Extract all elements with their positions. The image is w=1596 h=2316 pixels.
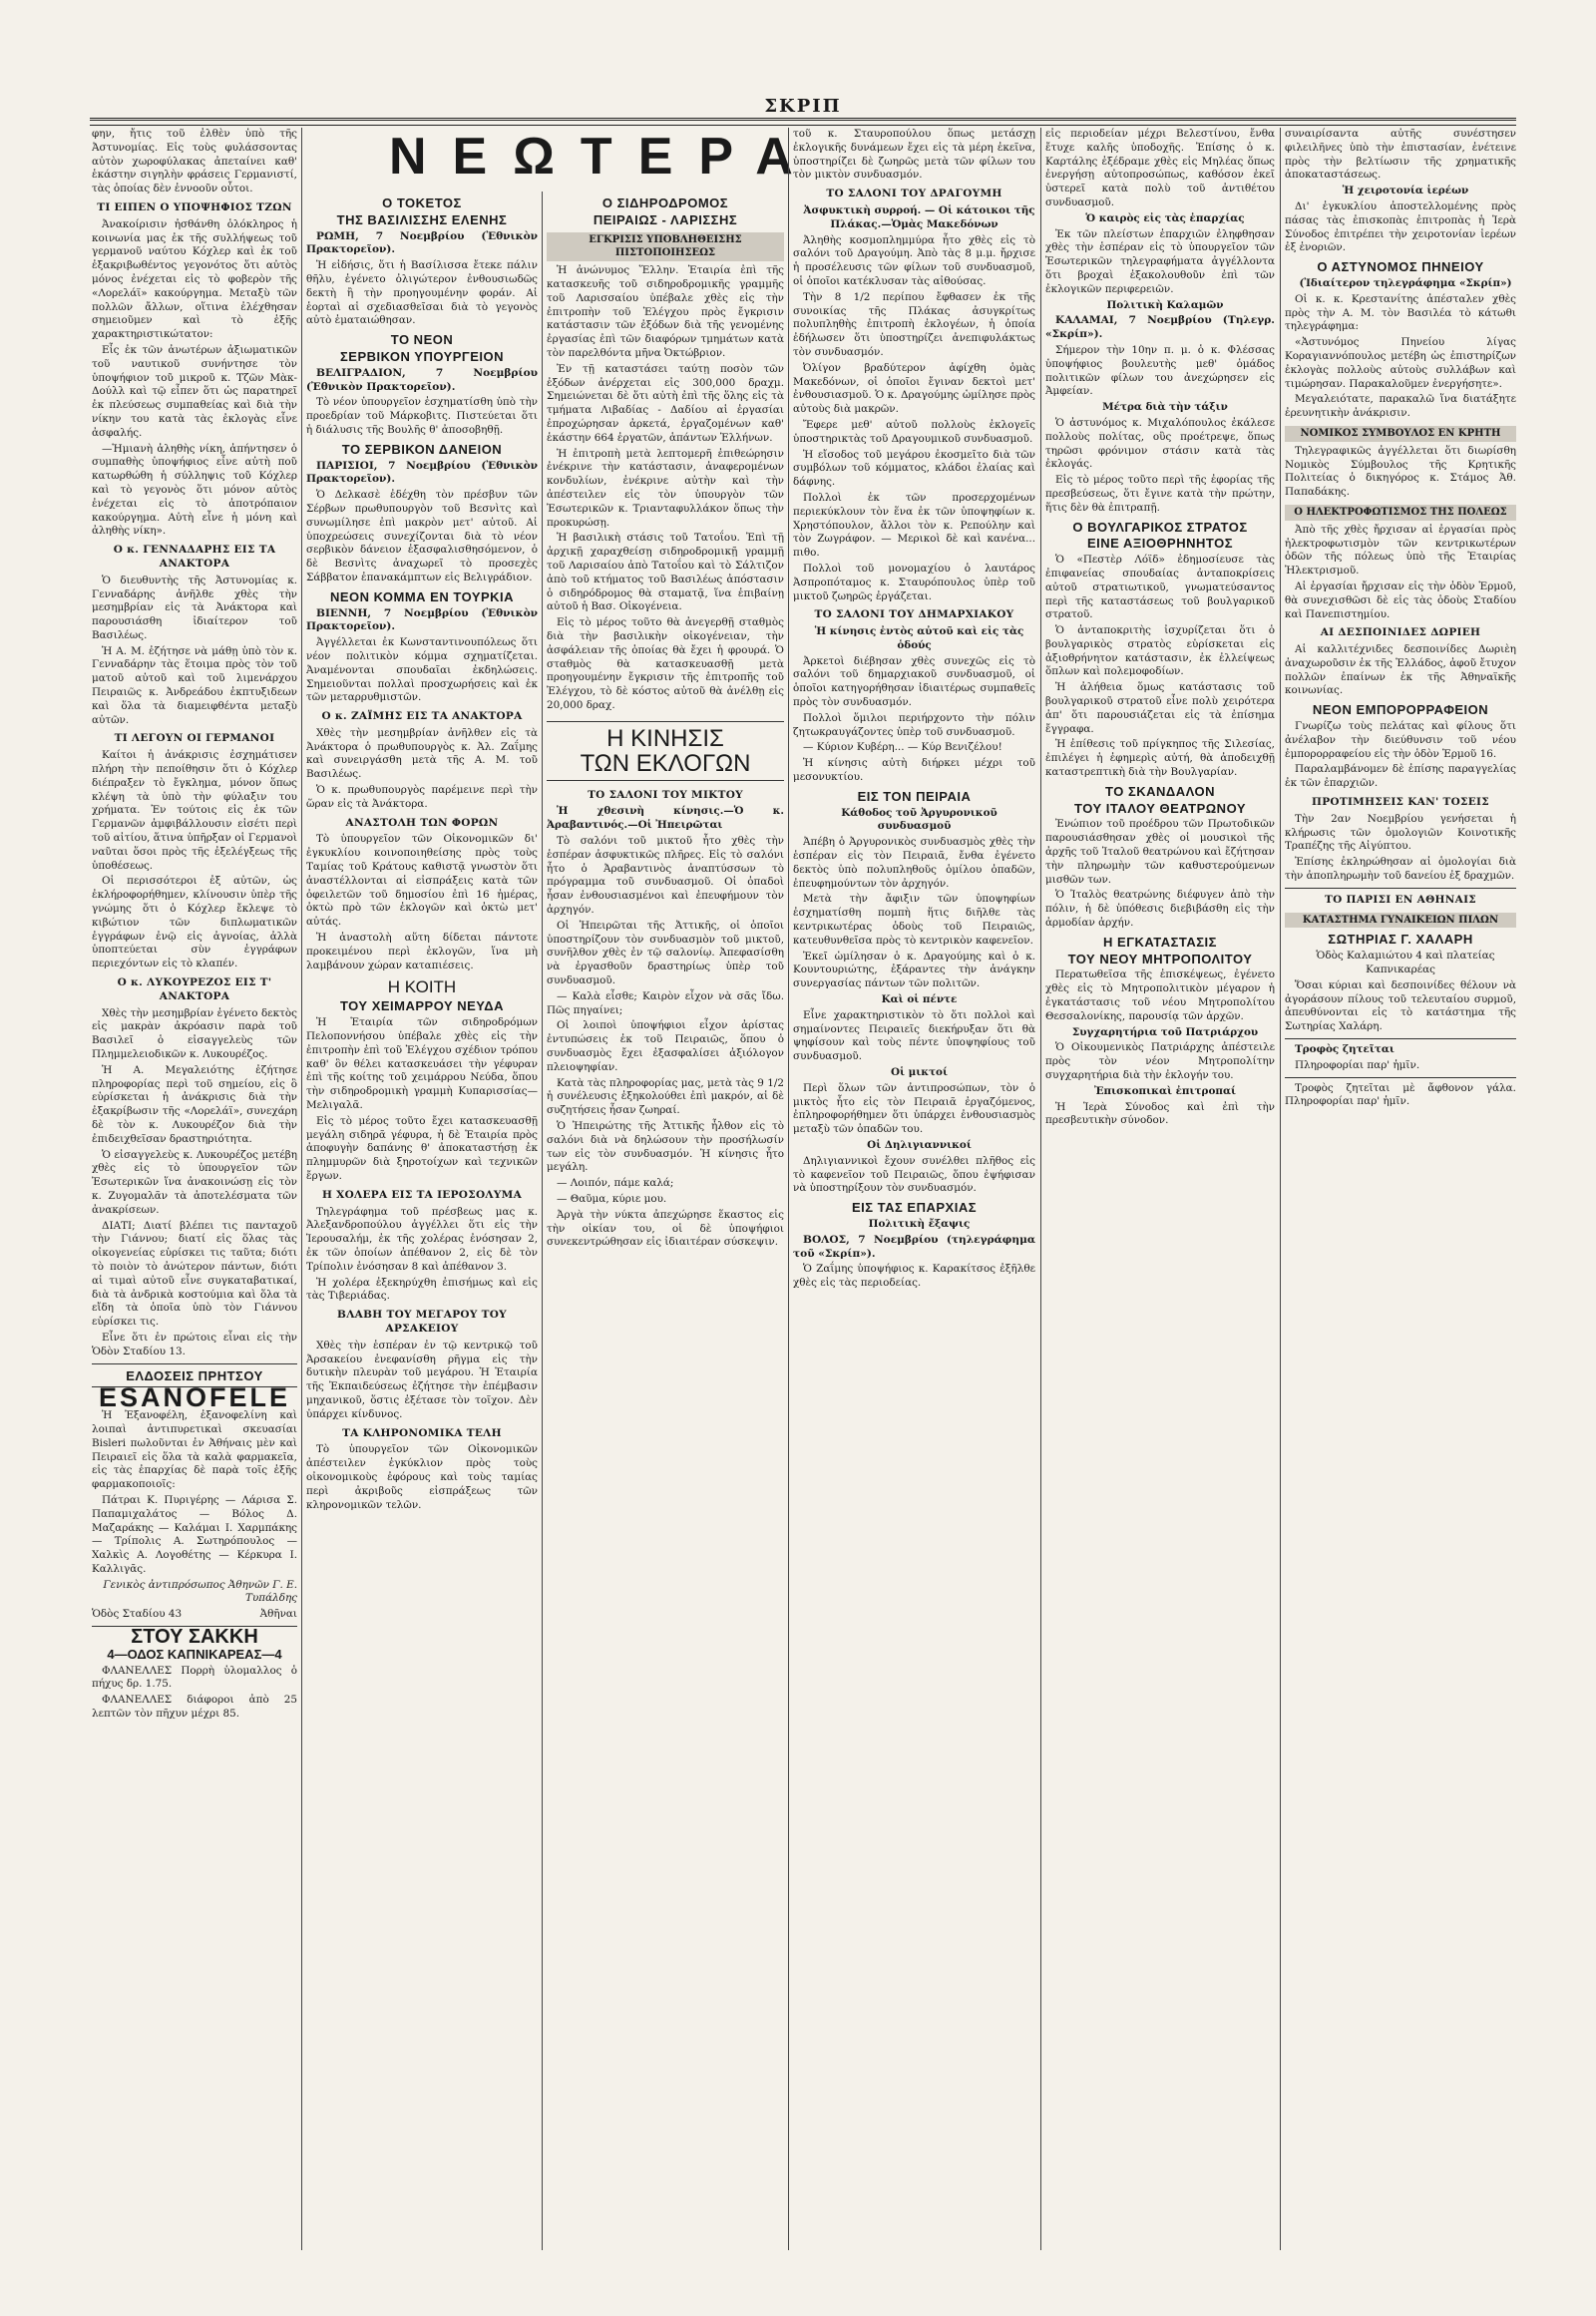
subheading: Ἀσφυκτικὴ συρροή. — Οἱ κάτοικοι τῆς Πλάκας.—Ὁμὰς Μακεδόνων — [803, 203, 1035, 230]
paragraph: Τηλεγραφικῶς ἀγγέλλεται ὅτι διωρίσθη Νομικὸς Σύμβουλος τῆς Κρητικῆς Πολιτείας ὁ δικηγόρος κ. Στάμος Ἀθ. Παπαδάκης. — [1285, 444, 1516, 499]
paragraph: Ἡ ἀλήθεια ὅμως κατάστασις τοῦ βουλγαρικοῦ στρατοῦ εἶνε πολὺ χειρότερα ἀπ' ὅτι παρουσιάζεται εἰς τὰ ἐπίσημα ἔγγραφα. — [1045, 681, 1275, 735]
section-heading: ΑΙ ΔΕΣΠΟΙΝΙΔΕΣ ΔΩΡΙΕΗ — [1320, 626, 1481, 639]
paragraph: Χθὲς τὴν μεσημβρίαν ἀνῆλθεν εἰς τὰ Ἀνάκτορα ὁ πρωθυπουργὸς κ. Ἀλ. Ζαΐμης καὶ συνειργάσθη μετὰ τῆς Α. Μ. τοῦ Βασιλέως. — [306, 726, 538, 781]
section-heading: Η ΚΟΙΤΗ — [387, 977, 457, 997]
paragraph: Ἡ βασιλικὴ στάσις τοῦ Τατοΐου. Ἐπὶ τῇ ἀρχικῇ χαραχθείσῃ σιδηροδρομικῇ γραμμῇ τοῦ Λαρισαίου ἀπὸ Τατοΐου καὶ τὸ Σάλτιζον ἀπὸ τοῦ κτήματος τοῦ Βασιλέως ἀπόστασιν ὁ σιδηρόδρομος θὰ σταματᾷ, ἵνα ἐπιβαίνῃ αὐτοῦ ἡ Βασ. Οἰκογένεια. — [547, 532, 784, 613]
paragraph: ΦΛΑΝΕΛΛΕΣ διάφοροι ἀπὸ 25 λεπτῶν τὸν πῆχυν μέχρι 85. — [92, 1694, 297, 1721]
paragraph: Παραλαμβάνομεν δὲ ἐπίσης παραγγελίας ἐκ τῶν ἐπαρχιῶν. — [1285, 763, 1516, 790]
paragraph: Πολλοὶ τοῦ μονομαχίου ὁ λαυτάρος Ἀσπροπόταμος κ. Σταυρόπουλος ὑπὲρ τοῦ μικτοῦ ζωηρῶς ἐργάζεται. — [793, 562, 1035, 602]
section-heading: Ο ΗΛΕΚΤΡΟΦΩΤΙΣΜΟΣ ΤΗΣ ΠΟΛΕΩΣ — [1285, 505, 1516, 521]
section-heading: ΕΙΣ ΤΟΝ ΠΕΙΡΑΙΑ — [857, 788, 972, 804]
section-heading: Ο κ. ΖΑΪΜΗΣ ΕΙΣ ΤΑ ΑΝΑΚΤΟΡΑ — [321, 710, 523, 723]
paragraph: Πολλοὶ ἐκ τῶν προσερχομένων περιεκύκλουν τὸν ἕνα ἐκ τῶν ὑποψηφίων κ. Χρηστόπουλον, ἄλλοι τὸν κ. Ρεπούλην καὶ τὸν Ζωγράφον. — Μερικοὶ δὲ καὶ κανένα... πιθο. — [793, 491, 1035, 560]
paragraph: Ὁ Ζαΐμης ὑποψήφιος κ. Καρακίτσος ἐξῆλθε χθὲς εἰς τὰς περιοδείας. — [793, 1263, 1035, 1290]
section-heading: ΤΟ ΣΕΡΒΙΚΟΝ ΔΑΝΕΙΟΝ — [341, 441, 503, 457]
paragraph: Οἱ Ἠπειρῶται τῆς Ἀττικῆς, οἱ ὁποῖοι ὑποστηρίζουν τὸν συνδυασμὸν τοῦ μικτοῦ, συνῆλθον χθὲς ἐν τῷ σαλονίῳ. Ἀπεφασίσθη νὰ ἐργασθοῦν δραστηρίως ὑπὲρ τοῦ συνδυασμοῦ. — [547, 919, 784, 987]
paragraph: Ὁ «Πεστὲρ Λόϊδ» ἐδημοσίευσε τὰς ἐπιφανείας σπουδαίας ἀνταποκρίσεις αὐτοῦ στρατιωτικοῦ, γνωματεύσαντος περὶ τῆς καταστάσεως τοῦ βουλγαρικοῦ στρατοῦ. — [1045, 554, 1275, 621]
paragraph: Εἷς ἐκ τῶν ἀνωτέρων ἀξιωματικῶν τοῦ ναυτικοῦ συνήντησε τὸν ὑποψήφιον τοῦ μικροῦ κ. Τζῶν Μὰκ-Δούλλ καὶ τῷ εἶπεν ὅτι ὡς παρατηρεῖ ἐκ πλεύσεως συμπαθείας καὶ διὰ τὴν νίκην του κατὰ τὰς ἐκλογὰς εἶνε ἀσφαλής. — [92, 343, 297, 439]
paragraph: Χθὲς τὴν μεσημβρίαν ἐγένετο δεκτὸς εἰς μακρὰν ἀκρόασιν παρὰ τοῦ Βασιλεῖ ὁ εἰσαγγελεὺς τῶν Πλημμελειοδικῶν κ. Λυκουρέζος. — [92, 1006, 297, 1060]
paragraph: Ἡ Ἱερὰ Σύνοδος καὶ ἐπὶ τὴν πρεσβευτικὴν σύνοδον. — [1045, 1100, 1275, 1127]
paragraph: Οἱ κ. κ. Κρεστανίτης ἀπέσταλεν χθὲς πρὸς τὴν Α. Μ. τὸν Βασιλέα τὸ κάτωθι τηλεγράφημα: — [1285, 292, 1516, 333]
divider — [1285, 888, 1516, 889]
elections-banner-line2: ΤΩΝ ΕΚΛΟΓΩΝ — [580, 749, 751, 777]
section-heading: Ο κ. ΓΕΝΝΑΔΑΡΗΣ ΕΙΣ ΤΑ ΑΝΑΚΤΟΡΑ — [113, 544, 276, 570]
paragraph: Εἰς τὸ μέρος τοῦτο θὰ ἀνεγερθῇ σταθμὸς διὰ τὴν βασιλικὴν οἰκογένειαν, τὴν ἀσφάλειαν τῆς ὁποίας θὰ ἔχει ἡ φρουρά. Ὁ σταθμὸς θὰ κατασκευασθῇ μετὰ προηγουμένην ἔγκρισιν τῆς ἐπιτροπῆς τοῦ Ἐλέγχου, τὸ δὲ κόστος αὐτοῦ θὰ ἀνέλθῃ εἰς 20,000 δραχ. — [547, 616, 784, 711]
paragraph: Τὴν 8 1/2 περίπου ἔφθασεν ἐκ τῆς συνοικίας τῆς Πλάκας ἀσυγκρίτως πολυπληθὴς ἐπιτροπὴ ἐκλογέων, ἡ ὁποία ἐδήλωσεν ὅτι ὑποστηρίζει ἀνεπιφυλάκτως τὸν συνδυασμόν. — [793, 290, 1035, 358]
column-4 — [793, 128, 1035, 2252]
paragraph: Ἡ Ἐξανοφέλη, ἐξανοφελίνη καὶ λοιπαὶ ἀντιπυρετικαὶ σκευασίαι Bisleri πωλοῦνται ἐν Ἀθήναις μὲν καὶ Πειραιεῖ εἰς ὅλα τὰ καλὰ φαρμακεῖα, εἰς τὰς ἐπαρχίας δὲ παρὰ τοῖς ἑξῆς φαρμακοποιοῖς: — [92, 1409, 297, 1491]
paragraph: Εἶνε χαρακτηριστικὸν τὸ ὅτι πολλοὶ καὶ σημαίνοντες Πειραιεῖς διεκήρυξαν ὅτι θὰ ψηφίσουν καὶ τοὺς πέντε ὑποψηφίους τοῦ συνδυασμοῦ. — [793, 1008, 1035, 1063]
divider — [92, 1363, 297, 1364]
paragraph: Καίτοι ἡ ἀνάκρισις ἐσχημάτισεν πλήρη τὴν πεποίθησιν ὅτι ὁ Κόχλερ διέπραξεν τὸ ἔγκλημα, μόνον ὅπως κλέψη τὰ ὑπὸ τὴν φύλαξιν του χρήματα. Ἐν τούτοις εἰς ἐκ τῶν Γερμανῶν ἀμφιβάλλουσιν εἰσέτι περὶ τοῦ αἰτίου, ἅτινα ὑπῆρξαν οἱ Γερμανοὶ ναῦται ὅσοι πρὸς τῆς ἐξελέγξεως τῆς ὑποθέσεως. — [92, 749, 297, 872]
section-heading: ΕΙΣ ΤΑΣ ΕΠΑΡΧΙΑΣ — [851, 1200, 978, 1216]
paragraph: Ὁ Ἠπειρώτης τῆς Ἀττικῆς ἦλθον εἰς τὸ σαλόνι διὰ νὰ δηλώσουν τὴν προσήλωσίν των εἰς τὸν συνδυασμόν. Ἡ κίνησις ἦτο μεγάλη. — [547, 1120, 784, 1174]
section-heading: ΤΙ ΛΕΓΟΥΝ ΟΙ ΓΕΡΜΑΝΟΙ — [114, 732, 275, 745]
section-kicker: ΕΓΚΡΙΣΙΣ ΥΠΟΒΛΗΘΕΙΣΗΣ ΠΙΣΤΟΠΟΙΗΣΕΩΣ — [547, 232, 784, 262]
ad-name: ΣΩΤΗΡΙΑΣ Γ. ΧΑΛΑΡΗ — [1328, 932, 1473, 948]
column-separator — [542, 192, 543, 2250]
paragraph: Ἀγγέλλεται ἐκ Κωνσταντινουπόλεως ὅτι νέον πολιτικὸν κόμμα σχηματίζεται. Ἀναμένονται σπουδαῖαι ἐκδηλώσεις. Σημειοῦνται πολλαὶ προσχωρήσεις καὶ ἐκ τῶν μεταρρυθμιστῶν. — [306, 636, 538, 704]
section-subheading: ΤΗΣ ΒΑΣΙΛΙΣΣΗΣ ΕΛΕΝΗΣ — [336, 211, 508, 227]
paragraph: Ὀλίγον βραδύτερον ἀφίχθη ὁμὰς Μακεδόνων, οἱ ὁποῖοι ἔγιναν δεκτοὶ μετ' ἐνθουσιασμοῦ. Ὁ κ. Δραγούμης ὡμίλησε πρὸς αὐτοὺς διὰ μακρῶν. — [793, 361, 1035, 416]
subheading: Οἱ Δηλιγιαννικοί — [867, 1138, 972, 1151]
section-heading: ΤΟ ΣΑΛΟΝΙ ΤΟΥ ΜΙΚΤΟΥ — [588, 788, 743, 801]
paragraph: συναιρίσαντα αὐτῆς συνέστησεν φιλειλῆνες ὑπὸ τὴν ἐπιστασίαν, ἐνέτεινε πρὸς τὴν βελτίωσιν τῆς χρηματικῆς ἀποκαταστάσεως. — [1285, 128, 1516, 182]
paragraph: Ἡ εἴσοδος τοῦ μεγάρου ἐκοσμεῖτο διὰ τῶν συμβόλων τοῦ κόμματος, κλάδοι ἐλαίας καὶ δάφνης. — [793, 448, 1035, 489]
paragraph: Ἡ ἀνώνυμος Ἕλλην. Ἑταιρία ἐπὶ τῆς κατασκευῆς τοῦ σιδηροδρομικῆς γραμμῆς τοῦ Λαρισσαίου ὑπέβαλε χθὲς εἰς τὴν ἐπιτροπὴν τοῦ Ἐλέγχου πρὸς ἔγκρισιν κατάστασιν τῶν ἐξόδων διὰ τῆς γενομένης ἐργασίας ἐπὶ τῶν διαφόρων τμημάτων κατὰ τὸν παρελθόντα μῆνα Ὀκτώβριον. — [547, 264, 784, 359]
subheading: Ἡ χθεσινὴ κίνησις.—Ὁ κ. Ἀραβαντινός.—Οἱ Ἠπειρῶται — [547, 805, 784, 832]
paragraph: Πολλοὶ ὅμιλοι περιήρχοντο τὴν πόλιν ζητωκραυγάζοντες ὑπὲρ τοῦ συνδυασμοῦ. — [793, 711, 1035, 738]
subheading: Πολιτικὴ Καλαμῶν — [1106, 298, 1224, 311]
column-separator — [1280, 128, 1281, 2250]
ad-heading: ΤΟ ΠΑΡΙΣΙ ΕΝ ΑΘΗΝΑΙΣ — [1324, 893, 1477, 906]
divider — [1285, 1077, 1516, 1078]
paragraph: Ἀνακοίρισιν ἠσθάνθη ὁλόκληρος ἡ κοινωνία μας ἐκ τῆς συλλήψεως τοῦ γερμανοῦ ναύτου Κόχλερ καὶ ἐκ τοῦ ἐξακριβωθέντος γεγονότος ὅτι αὐτὸς μόνος ἐνέχεται εἰς τὸ φοβερὸν τῆς «Λορελάϊ» κακούργημα. Μεταξὺ τῶν πολλῶν ἄλλων, οἵτινα ἐλέχθησαν σημειοῦμεν καὶ τὸ ἑξῆς χαρακτηριστικώτατον: — [92, 217, 297, 341]
ad2-subtitle: 4—ΟΔΟΣ ΚΑΠΝΙΚΑΡΕΑΣ—4 — [107, 1646, 282, 1662]
subheading: Ἡ χειροτονία ἱερέων — [1342, 185, 1469, 197]
section-heading: Ο ΤΟΚΕΤΟΣ — [382, 195, 462, 210]
section-subheading: ΤΟΥ ΝΕΟΥ ΜΗΤΡΟΠΟΛΙΤΟΥ — [1067, 951, 1253, 966]
paragraph: Ὁ Ἰταλὸς θεατρώνης διέφυγεν ἀπὸ τὴν πόλιν, ἡ δὲ ὑπόθεσις διεβιβάσθη εἰς τὴν ἀρμοδίαν ἀρχήν. — [1045, 889, 1275, 930]
section-heading: ΤΟ ΣΑΛΟΝΙ ΤΟΥ ΔΗΜΑΡΧΙΑΚΟΥ — [814, 608, 1014, 621]
section-heading: Ο ΣΙΔΗΡΟΔΡΟΜΟΣ — [601, 195, 729, 210]
dateline: ΒΟΛΟΣ, 7 Νοεμβρίου (τηλεγράφημα τοῦ «Σκρίπ»). — [793, 1233, 1035, 1260]
paragraph: Ὅσαι κύριαι καὶ δεσποινίδες θέλουν νὰ ἀγοράσουν πίλους τοῦ τελευταίου συρμοῦ, ἀπευθύνονται εἰς τὸ κατάστημα τῆς Σωτηρίας Χαλάρη. — [1285, 978, 1516, 1033]
paragraph: Ὁ εἰσαγγελεὺς κ. Λυκουρέζος μετέβη χθὲς εἰς τὸ ὑπουργεῖον τῶν Ἐσωτερικῶν ἵνα ἀνακοινώσῃ εἰς τὸν κ. Ζυγομαλᾶν τὰ ἀποτελέσματα τῶν ἀνακρίσεων. — [92, 1148, 297, 1216]
ad2-title: ΣΤΟΥ ΣΑΚΚΗ — [131, 1626, 258, 1649]
paragraph: Ἔφερε μεθ' αὐτοῦ πολλοὺς ἐκλογεῖς ὑποστηρικτὰς τοῦ Δραγουμικοῦ συνδυασμοῦ. — [793, 418, 1035, 445]
dateline: ΒΙΕΝΝΗ, 7 Νοεμβρίου (Ἐθνικὸν Πρακτορεῖον). — [306, 606, 538, 633]
section-heading: Η ΕΓΚΑΤΑΣΤΑΣΙΣ — [1103, 934, 1217, 950]
section-heading: Ο κ. ΛΥΚΟΥΡΕΖΟΣ ΕΙΣ Τ' ΑΝΑΚΤΟΡΑ — [117, 976, 272, 1002]
column-1 — [92, 128, 297, 2252]
section-heading: ΝΕΟΝ ΚΟΜΜΑ ΕΝ ΤΟΥΡΚΙΑ — [329, 588, 515, 604]
paragraph: Οἱ περισσότεροι ἐξ αὐτῶν, ὡς ἐκλήροφορήθημεν, κλίνουσιν ὑπὲρ τῆς γνώμης ὅτι ὁ Κόχλερ ἔκλεψε τὸ κιβώτιον τῶν διπλωματικῶν ἐγγράφων ἐνῷ εἰς ἀγνοίας, ἀλλὰ ὑποπτεύεται σὺν ἐγγράφων περιεχόντων εἰς τὸ κλαπέν. — [92, 875, 297, 970]
paragraph: Αἱ ἐργασίαι ἤρχισαν εἰς τὴν ὁδὸν Ἑρμοῦ, θὰ συνεχισθῶσι δὲ εἰς τὰς ὁδοὺς Σταδίου καὶ Πανεπιστημίου. — [1285, 579, 1516, 620]
paragraph: Δηλιγιαννικοὶ ἔχουν συνέλθει πλῆθος εἰς τὸ καφενεῖον τοῦ Πειραιῶς, ὅπου ἐψήφισαν νὰ ὑποστηρίξουν τὸν συνδυασμόν. — [793, 1154, 1035, 1195]
ad-title: ΚΑΤΑΣΤΗΜΑ ΓΥΝΑΙΚΕΙΩΝ ΠΙΛΩΝ — [1285, 913, 1516, 929]
dateline: ΠΑΡΙΣΙΟΙ, 7 Νοεμβρίου (Ἐθνικὸν Πρακτορεῖον). — [306, 459, 538, 486]
paragraph: Ἐκ τῶν πλείστων ἐπαρχιῶν ἐληφθησαν χθὲς τὴν ἑσπέραν εἰς τὸ ὑπουργεῖον τῶν Ἐσωτερικῶν τηλεγραφήματα ἀγγέλλοντα ὅτι βροχαὶ ἐξακολουθοῦν ἐπὶ τῶν ἐκλογικῶν περιφερειῶν. — [1045, 227, 1275, 295]
paragraph: Πάτραι Κ. Πυριγέρης — Λάρισα Σ. Παπαμιχαλάτος — Βόλος Δ. Μαζαράκης — Καλάμαι Ι. Χαρμπάκης — Τρίπολις Α. Σωτηρόπουλος — Χαλκὶς Α. Λογοθέτης — Κέρκυρα Ι. Καλλιγᾶς. — [92, 1493, 297, 1575]
paragraph: Ἐπίσης ἐκληρώθησαν αἱ ὁμολογίαι διὰ τὴν ἀποπληρωμὴν τοῦ δανείου ἐξ δραχμῶν. — [1285, 856, 1516, 883]
subheading: Οἱ μικτοί — [890, 1066, 949, 1078]
paragraph: Τὴν 2αν Νοεμβρίου γενήσεται ἡ κλήρωσις τῶν ὁμολογιῶν Κοινοτικῆς Τραπέζης τῆς Αἰγύπτου. — [1285, 812, 1516, 853]
page-label: ΣΚΡΙΠ — [764, 96, 842, 117]
paragraph: Σήμερον τὴν 10ην π. μ. ὁ κ. Φλέσσας ὑποψήφιος βουλευτὴς μεθ' ὁμάδος πολιτικῶν φίλων του ἀνεχώρησεν εἰς Ἀμφείαν. — [1045, 343, 1275, 398]
paragraph: «Ἀστυνόμος Πηνείου λίγας Κοραγιαννόπουλος μετέβη ὡς ἐπιστηρίζων ἐκλογὰς πολλοὺς αὐτοὺς συλλάβων καὶ τιμώρησαν. Παρακαλοῦμεν ἐνεργήσητε». — [1285, 336, 1516, 390]
paragraph: Τὸ ὑπουργεῖον τῶν Οἰκονομικῶν δι' ἐγκυκλίου κοινοποιηθείσης πρὸς τοὺς Ταμίας τοῦ Κράτους καθιστᾷ γνωστὸν ὅτι ἀναστέλλονται αἱ εἰσπράξεις κατὰ τῶν ὀφειλετῶν τοῦ δημοσίου ἐπὶ 16 ἡμέρας, ὀκτὼ πρὸ τῶν ἐκλογῶν καὶ ὀκτὼ μετ' αὐτάς. — [306, 833, 538, 929]
paragraph: Εἶνε ὅτι ἐν πρώτοις εἶναι εἰς τὴν Ὁδὸν Σταδίου 13. — [92, 1331, 297, 1357]
subheading: Κάθοδος τοῦ Ἀργυρονικοῦ συνδυασμοῦ — [841, 806, 998, 833]
paragraph: Ὁ ἀνταποκριτὴς ἰσχυρίζεται ὅτι ὁ βουλγαρικὸς στρατὸς εὑρίσκεται εἰς ἀξιοθρήνητον κατάστασιν, ἐκ ἐλλείψεως ὅπλων καὶ πολεμοφοδίων. — [1045, 624, 1275, 678]
paragraph: —Ἡμιανὴ ἀληθὴς νίκη, ἀπήντησεν ὁ συμπαθὴς ὑποψήφιος εἶνε αὐτὴ ποῦ κατωρθώθη ἡ σύλληψις τοῦ Κόχλερ καὶ τὸ γεγονὸς ὅτι μόνον αὐτὸς ἐνέχεται εἰς τὸ ἀποτρόπαιον κακούργημα. Αὐτὴ εἶνε ἡ μόνη καὶ ἀληθὴς νίκη». — [92, 442, 297, 538]
section-subheading: ΤΟΥ ΧΕΙΜΑΡΡΟΥ ΝΕΥΔΑ — [339, 998, 505, 1014]
section-heading: Ο ΒΟΥΛΓΑΡΙΚΟΣ ΣΤΡΑΤΟΣ — [1072, 519, 1248, 535]
paragraph: Ἡ ἐπιτροπὴ μετὰ λεπτομερῆ ἐπιθεώρησιν ἐνέκρινε τὴν κατάστασιν, ἀναφερομένων κονδυλίων, ἐνέκρινε αὐτὴν καὶ τὴν ἀπέστειλεν εἰς τὸν ὑπουργὸν τῶν Ἐσωτερικῶν κ. Τριανταφυλλάκον ὅπως τὴν προκυρώσῃ. — [547, 447, 784, 529]
column-5 — [1045, 128, 1275, 2252]
ad-footer — [92, 1608, 297, 1622]
section-heading: ΤΟ ΝΕΟΝ — [390, 332, 454, 348]
paragraph: Τὸ νέον ὑπουργεῖον ἐσχηματίσθη ὑπὸ τὴν προεδρίαν τοῦ Μάρκοβιτς. Πιστεύεται ὅτι ἡ διάλυσις τῆς Βουλῆς θ' ἀποσοβηθῇ. — [306, 396, 538, 436]
classified-text: Τροφὸς ζητεῖται μὲ ἄφθονον γάλα. Πληροφορίαι παρ' ἡμῖν. — [1285, 1081, 1516, 1108]
paragraph: Εἰς τὸ μέρος τοῦτο περὶ τῆς ἐφορίας τῆς πρεσβεύσεως, ὅτι ἔγινε κατὰ τὴν πρώτην, ἥτις δὲν θὰ ἐπιτραπῇ. — [1045, 474, 1275, 514]
ad-city: Ἀθῆναι — [259, 1608, 297, 1621]
paragraph: Ἡ εἰδήσις, ὅτι ἡ Βασίλισσα ἔτεκε πάλιν θῆλυ, ἐγένετο ὀλιγώτερον ἐνθουσιωδῶς δεκτὴ ἢ τὴν προηγουμένην φοράν. Αἱ ἑορταὶ αἱ σχεδιασθεῖσαι διὰ τὸ γεγονὸς αὐτὸ ἐματαιώθησαν. — [306, 259, 538, 327]
section-heading: ΤΑ ΚΛΗΡΟΝΟΜΙΚΑ ΤΕΛΗ — [342, 1426, 502, 1439]
ad-address: Ὁδὸς Σταδίου 43 — [92, 1608, 183, 1621]
paragraph: Ὁ κ. πρωθυπουργὸς παρέμεινε περὶ τὴν ὥραν εἰς τὰ Ἀνάκτορα. — [306, 784, 538, 810]
column-separator — [301, 128, 302, 2250]
subheading: Καὶ οἱ πέντε — [881, 993, 958, 1006]
paragraph: Χθὲς τὴν ἑσπέραν ἐν τῷ κεντρικῷ τοῦ Ἀρσακείου ἐνεφανίσθη ρῆγμα εἰς τὴν δυτικὴν πλευρὰν τοῦ μεγάρου. Ἡ Ἑταιρία τῆς Ἐκπαιδεύσεως ἐζήτησε τὴν ἐπέμβασιν μηχανικοῦ, ὅστις ἐξέτασε τὸν τοῖχον. Δὲν ὑπάρχει κίνδυνος. — [306, 1339, 538, 1420]
paragraph: Τὸ ὑπουργεῖον τῶν Οἰκονομικῶν ἀπέστειλεν ἐγκύκλιον πρὸς τοὺς οἰκονομικοὺς ἐφόρους καὶ τοὺς ταμίας περὶ ἀκριβοῦς εἰσπράξεως τῶν κληρονομικῶν τελῶν. — [306, 1443, 538, 1511]
section-heading: ΑΝΑΣΤΟΛΗ ΤΩΝ ΦΟΡΩΝ — [345, 816, 499, 829]
paragraph: Ἡ Ἑταιρία τῶν σιδηροδρόμων Πελοποννήσου ὑπέβαλε χθὲς εἰς τὴν ἐπιτροπὴν ἐπὶ τοῦ Ἐλέγχου σχέδιον τρόπου καθ' ὃν θέλει κατασκευάσει τὴν γέφυραν ἐπὶ τῆς κοίτης τοῦ χειμάρρου Νεύδα, ὅπου τὴν σιδηροδρομικὴ γραμμὴ Κυπαρισσίας—Μελιγαλᾶ. — [306, 1016, 538, 1112]
paragraph: Ὁ ἀστυνόμος κ. Μιχαλόπουλος ἐκάλεσε πολλοὺς πολίτας, οὓς προέτρεψε, ὅπως τηρῶσι φρόνιμον στάσιν κατὰ τὰς ἐκλογάς. — [1045, 416, 1275, 471]
section-subheading: ΕΙΝΕ ΑΞΙΟΘΡΗΝΗΤΟΣ — [1086, 536, 1233, 552]
subheading: Ἡ κίνησις ἐντὸς αὐτοῦ καὶ εἰς τὰς ὁδούς — [814, 625, 1024, 651]
paragraph: — Λοιπόν, πάμε καλά; — [557, 1177, 674, 1190]
paragraph: Ἐκεῖ ὡμίλησαν ὁ κ. Δραγούμης καὶ ὁ κ. Κουντουριώτης, ἐξάραντες τὴν ἀνάγκην συνεργασίας πάντων τῶν πολιτῶν. — [793, 950, 1035, 990]
paragraph: — Καλὰ εἶσθε; Καιρὸν εἶχον νὰ σᾶς ἴδω. Πῶς πηγαίνει; — [547, 989, 784, 1016]
paragraph: Οἱ λοιποὶ ὑποψήφιοι εἶχον ἀρίστας ἐντυπώσεις ἐκ τοῦ Πειραιῶς, ὅπου ὁ συνδυασμὸς ἔχει ἐξασφαλίσει ἀξιόλογον πλειοψηφίαν. — [547, 1019, 784, 1073]
signature: Γενικὸς ἀντιπρόσωπος Ἀθηνῶν Γ. Ε. Τυπάλδης — [103, 1578, 297, 1605]
paragraph: Εἰς τὸ μέρος τοῦτο ἔχει κατασκευασθῇ μεγάλη σιδηρᾶ γέφυρα, ἡ δὲ Ἑταιρία πρὸς ἀποφυγὴν δαπάνης θ' ἀποκαταστήσῃ ἐκ πλημμυρῶν διὰ ξηροτοίχων καὶ τεχνικῶν ἔργων. — [306, 1114, 538, 1182]
paragraph: Τηλεγράφημα τοῦ πρέσβεως μας κ. Ἀλεξανδροπούλου ἀγγέλλει ὅτι εἰς τὴν Ἱερουσαλήμ, ἐκ τῆς χολέρας ἐνόσησαν 2, ἐκ τῶν ὁποίων ἀπέθανον 2, εἰς δὲ τὸν Τρίπολιν ἑνόσησαν 8 καὶ ἀπέθανον 3. — [306, 1205, 538, 1273]
paragraph: Ἐν τῇ καταστάσει ταύτῃ ποσὸν τῶν ἐξόδων ἀνέρχεται εἰς 300,000 δραχμ. Σημειώνεται δὲ ὅτι αὐτὴ ἐπὶ τῆς ὅλης εἰς τὰ τμήματα Λιβαδίας - Δαδίου αἱ ἐργασίαι ἐπροχώρησαν ἀρκετά, ἐργαζομένων καθ' ἑκάστην 664 ἐργατῶν, ἁπάντων Ἑλλήνων. — [547, 362, 784, 444]
section-heading: ΠΡΟΤΙΜΗΣΕΙΣ ΚΑΝ' ΤΟΣΕΙΣ — [1311, 796, 1489, 809]
paragraph: Ὁ διευθυντὴς τῆς Ἀστυνομίας κ. Γενναδάρης ἀνῆλθε χθὲς τὴν μεσημβρίαν εἰς τὰ Ἀνάκτορα καὶ παρουσιάσθη ἰδιαίτερον τοῦ Βασιλέως. — [92, 574, 297, 641]
section-subheading: ΣΕΡΒΙΚΟΝ ΥΠΟΥΡΓΕΙΟΝ — [339, 348, 505, 364]
paragraph: Τὸ σαλόνι τοῦ μικτοῦ ἦτο χθὲς τὴν ἑσπέραν ἀσφυκτικῶς πλῆρες. Εἰς τὸ σαλόνι ἦτο ὁ Ἀραβαντινὸς ἀναπτύσσων τὸ πρόγραμμα τοῦ συνδυασμοῦ. Οἱ ὀπαδοὶ ἦσαν ἐνθουσιασμένοι καὶ ἐπευφήμουν τὸν ἀρχηγόν. — [547, 835, 784, 917]
paragraph: — Κύριον Κυβέρη... — Κύρ Βενιζέλου! — [803, 741, 1002, 754]
column-3 — [547, 192, 784, 2316]
dateline: ΒΕΛΙΓΡΑΔΙΟΝ, 7 Νοεμβρίου (Ἐθνικὸν Πρακτορεῖον). — [306, 366, 538, 393]
paragraph: Ἀληθὴς κοσμοπλημμύρα ἦτο χθὲς εἰς τὸ σαλόνι τοῦ Δραγούμη. Ἀπὸ τὰς 8 μ.μ. ἤρχισε ἡ προσέλευσις τῶν φίλων τοῦ συνδυασμοῦ, οἱ ὁποῖοι κατέκλυσαν τὰς αἰθούσας. — [793, 233, 1035, 287]
paragraph: Ἡ χολέρα ἐξεκηρύχθη ἐπισήμως καὶ εἰς τὰς Τιβεριάδας. — [306, 1276, 538, 1303]
section-subheading: ΠΕΙΡΑΙΩΣ - ΛΑΡΙΣΣΗΣ — [593, 211, 738, 227]
section-heading: Η ΧΟΛΕΡΑ ΕΙΣ ΤΑ ΙΕΡΟΣΟΛΥΜΑ — [321, 1188, 523, 1201]
column-separator — [788, 128, 789, 2250]
dateline: ΡΩΜΗ, 7 Νοεμβρίου (Ἐθνικὸν Πρακτορεῖον). — [306, 229, 538, 256]
paragraph: φην, ἤτις τοῦ ἐλθὲν ὑπὸ τῆς Ἀστυνομίας. Εἰς τοὺς φυλάσσοντας αὐτὸν χωροφύλακας ἀπεταίνει καθ' ἑκάστην σιγηλὴν φράσεις Γερμανιστί, τὰς ὁποίας δὲν ἐννοοῦν οὗτοι. — [92, 128, 297, 195]
paragraph: Ἀπὸ τῆς χθὲς ἤρχισαν αἱ ἐργασίαι πρὸς ἠλεκτροφωτισμὸν τῶν κεντρικωτέρων ὁδῶν τῆς πόλεως ὑπὸ τῆς Ἑταιρίας Ἠλεκτρισμοῦ. — [1285, 523, 1516, 578]
dateline: ΚΑΛΑΜΑΙ, 7 Νοεμβρίου (Τηλεγρ. «Σκρίπ»). — [1045, 314, 1275, 341]
paragraph: τοῦ κ. Σταυροπούλου ὅπως μετάσχῃ ἐκλογικῆς δυνάμεων ἔχει εἰς τὰ μέρη ἐκεῖνα, ὑποστηρίζει δὲ ζωηρῶς μετὰ τῶν φίλων του τὸν μικτὸν συνδυασμόν. — [793, 128, 1035, 182]
paragraph: Ἀπέβη ὁ Ἀργυρονικὸς συνδυασμὸς χθὲς τὴν ἑσπέραν εἰς τὸν Πειραιᾶ, ἔνθα ἐγένετο δεκτὸς ὑπὸ πολυπληθοῦς ὁμίλου ὀπαδῶν, ἐπευφημούντων τὸν ἀρχηγόν. — [793, 836, 1035, 890]
paragraph: Αἱ καλλιτέχνιδες δεσποινίδες Δωριὲη ἀναχωροῦσιν ἐκ τῆς Ἑλλάδος, ἀφοῦ ἔτυχον πολλῶν ἐπαίνων ἐκ τῆς Ἀθηναϊκῆς κοινωνίας. — [1285, 643, 1516, 697]
paragraph: ΦΛΑΝΕΛΛΕΣ Πορρὴ ὑλομαλλος ὁ πήχυς δρ. 1.75. — [92, 1664, 297, 1691]
classified-heading: Τροφὸς ζητεῖται — [1295, 1043, 1395, 1056]
section-subheading: ΤΟΥ ΙΤΑΛΟΥ ΘΕΑΤΡΩΝΟΥ — [1073, 800, 1246, 816]
ad-address: Ὁδὸς Καλαμιώτου 4 καὶ πλατείας Καπνικαρέας — [1316, 950, 1495, 976]
subheading: Συγχαρητήρια τοῦ Πατριάρχου — [1071, 1025, 1259, 1038]
paragraph: Ἐνώπιον τοῦ προέδρου τῶν Πρωτοδικῶν παρουσιάσθησαν χθὲς οἱ μουσικοὶ τῆς ἀρχῆς τοῦ Ἰταλοῦ θεατρώνου καὶ ἔζήτησαν τὴν πληρωμὴν τῶν καθυστερούμενων μισθῶν των. — [1045, 818, 1275, 886]
paragraph: Ἡ κίνησις αὐτὴ διήρκει μέχρι τοῦ μεσονυκτίου. — [793, 757, 1035, 784]
divider — [1285, 1038, 1516, 1039]
paragraph: Μετὰ τὴν ἄφιξιν τῶν ὑποψηφίων ἐσχηματίσθη πομπὴ ἥτις διῆλθε τὰς κεντρικωτέρας ὁδοὺς τοῦ Πειραιῶς, κατευθυνθεῖσα πρὸς τὸ κεντρικὸν καφενεῖον. — [793, 893, 1035, 947]
paragraph: Ἀρκετοὶ διέβησαν χθὲς συνεχῶς εἰς τὸ σαλόνι τοῦ δημαρχιακοῦ συνδυασμοῦ, οἱ ὁποῖοι κατηγορήθησαν ἰδιαιτέρως συμπαθεῖς πρὸς τὸν συνδυασμόν. — [793, 654, 1035, 709]
paragraph: Ἡ Α. Μεγαλειότης ἐζήτησε πληροφορίας περὶ τοῦ σημείου, εἰς ὃ εὑρίσκεται ἡ ἀνάκρισις διὰ τὴν ἐξακρίβωσιν τῆς «Λορελάϊ», συνεχάρη δὲ τὸν κ. Λυκουρέζον διὰ τὴν ἐπιδειχθεῖσαν δραστηριότητα. — [92, 1063, 297, 1145]
paragraph: Ἀργὰ τὴν νύκτα ἀπεχώρησε ἕκαστος εἰς τὴν οἰκίαν του, οἱ δὲ ὑποψήφιοι συνεκεντρώθησαν εἰς ἰδιαιτέραν σύσκεψιν. — [547, 1208, 784, 1249]
section-heading: ΝΟΜΙΚΟΣ ΣΥΜΒΟΥΛΟΣ ΕΝ ΚΡΗΤΗ — [1285, 426, 1516, 442]
paragraph: Μεγαλειότατε, παρακαλῶ ἵνα διατάξητε ἐρευνητικὴν ἀνάκρισιν. — [1285, 393, 1516, 420]
section-heading: ΤΟ ΣΚΑΝΔΑΛΟΝ — [1105, 783, 1215, 799]
ad-title: ESANOFELE — [98, 1382, 291, 1413]
paragraph: Περατωθεῖσα τῆς ἐπισκέψεως, ἐγένετο χθὲς εἰς τὸ Μητροπολιτικὸν μέγαρον ἡ ἐγκατάστασις τοῦ νέου Μητροπολίτου Θεσσαλονίκης, παρουσίᾳ τῶν ἀρχῶν. — [1045, 968, 1275, 1022]
subheading: Μέτρα διὰ τὴν τάξιν — [1102, 401, 1228, 414]
paragraph: Ἡ Α. Μ. ἐζήτησε νὰ μάθῃ ὑπὸ τὸν κ. Γενναδάρην τὰς ἕτοιμα πρὸς τὸν τοῦ ματοῦ αὐτοῦ καὶ τοῦ λιμενάρχου Πειραιῶς κ. Ἀνδρεάδου ἐκπτυξιδεων καὶ ὅλα τὰ διαμειφθέντα μεταξὺ αὐτῶν. — [92, 644, 297, 726]
paragraph: Δι' ἐγκυκλίου ἀποστελλομένης πρὸς πάσας τὰς ἐπισκοπὰς ἐπιτροπὰς ἡ Ἱερὰ Σύνοδος ἐπιτρέπει τὴν χειροτονίαν ἱερέων ἐξ ἐνοριῶν. — [1285, 199, 1516, 254]
paragraph: Ὁ Δελκασὲ ἐδέχθη τὸν πρέσβυν τῶν Σέρβων πρωθυπουργὸν τοῦ Βεσνὶτς καὶ συνωμίλησε ἐπὶ μακρὸν μετ' αὐτοῦ. Αἱ ὑποχρεώσεις συνεχίζονται διὰ τὸ νέον σερβικὸν δάνειον ἐξασφαλισθησόμενον, ὁ δὲ Βεσνὶτς ἀναχωρεῖ τὸ προσεχὲς Σάββατον ἐπανακάμπτων εἰς Βελιγράδιον. — [306, 489, 538, 583]
classified-text: Πληροφορίαι παρ' ἡμῖν. — [1295, 1058, 1420, 1071]
paragraph: εἰς περιοδείαν μέχρι Βελεστίνου, ἔνθα ἔτυχε καλῆς ὑποδοχῆς. Ἐπίσης ὁ κ. Καρτάλης ἐξέδραμε χθὲς εἰς Μηλέας ὅπως ἐνεργήσῃ αὐτοπροσώπως, καθόσον ἐκεῖ ὑστερεῖ κατὰ πολὺ τοῦ ἀντιθέτου συνδυασμοῦ. — [1045, 128, 1275, 208]
paragraph: — Θαῦμα, κύριε μου. — [557, 1193, 667, 1205]
column-6 — [1285, 128, 1516, 2252]
paragraph: Γνωρίζω τοὺς πελάτας καὶ φίλους ὅτι ἀνέλαβον τὴν διεύθυνσιν τοῦ νέου ἐμπορορραφείου εἰς τὴν ὁδὸν Ἑρμοῦ 16. — [1285, 720, 1516, 760]
subheading: Πολιτικὴ ἔξαψις — [868, 1217, 971, 1230]
paragraph: Κατὰ τὰς πληροφορίας μας, μετὰ τὰς 9 1/2 ἡ συνέλευσις ἐξηκολούθει ἐπὶ μακρόν, αἱ δὲ συζητήσεις ἦσαν ζωηραί. — [547, 1076, 784, 1117]
paragraph: Ἡ ἐπίθεσις τοῦ πρίγκηπος τῆς Σιλεσίας, ἐπιλέγει ἡ ἐφημερὶς αὐτή, θὰ ἀποδειχθῇ καταστρεπτικὴ διὰ τὴν Βουλγαρίαν. — [1045, 738, 1275, 779]
paragraph: Ἡ ἀναστολὴ αὕτη δίδεται πάντοτε προκειμένου περὶ ἐκλογῶν, ἵνα μὴ λαμβάνουν χώραν καταπιέσεις. — [306, 932, 538, 971]
column-separator — [1040, 128, 1041, 2250]
section-heading: ΤΙ ΕΙΠΕΝ Ο ΥΠΟΨΗΦΙΟΣ ΤΖΩΝ — [97, 200, 292, 213]
section-heading: ΝΕΟΝ ΕΜΠΟΡΟΡΡΑΦΕΙΟΝ — [1312, 702, 1489, 718]
elections-banner-line1: Η ΚΙΝΗΣΙΣ — [606, 724, 724, 752]
elections-banner — [547, 721, 784, 781]
section-heading: ΤΟ ΣΑΛΟΝΙ ΤΟΥ ΔΡΑΓΟΥΜΗ — [826, 188, 1002, 200]
paragraph: Περὶ ὅλων τῶν ἀντιπροσώπων, τὸν ὁ μικτὸς ἦτο εἰς τὸν Πειραιᾶ ἐργαζόμενος, ἐπληροφορήθημεν ὅτι ὑπάρχει ἐνθουσιασμὸς μεταξὺ τῶν ὀπαδῶν του. — [793, 1081, 1035, 1136]
section-heading: Ο ΑΣΤΥΝΟΜΟΣ ΠΗΝΕΙΟΥ — [1317, 259, 1484, 275]
subheading: Ἐπισκοπικαὶ ἐπιτροπαί — [1093, 1084, 1237, 1097]
banner-title: ΝΕΩΤΕΡΑ — [389, 128, 819, 186]
masthead-rule — [90, 118, 1516, 126]
paragraph: Ὁ Οἰκουμενικὸς Πατριάρχης ἀπέστειλε πρὸς τὸν νέον Μητροπολίτην συγχαρητήρια διὰ τὴν ἐκλογήν του. — [1045, 1041, 1275, 1081]
column-2 — [306, 192, 538, 2316]
subheading: Ὁ καιρὸς εἰς τὰς ἐπαρχίας — [1085, 211, 1245, 224]
masthead — [90, 96, 1516, 126]
paragraph: ΔΙΑΤΙ; Διατί βλέπει τις πανταχοῦ τὴν Γιάννου; διατί εἰς ὅλας τὰς οἰκογενείας εὑρίσκει τις ταῦτα; διότι τὸ ποιὸν τὸ ἀνώτερον πάντων, διότι αἱ τιμαὶ αὐτοῦ εἶνε συγκαταβατικαί, διὰ τὰ ἀνδρικὰ κοστούμια καὶ ὅλα τὰ εἴδη τὰ ὁποῖα ὑπὸ τὸν Γιάννου εὑρίσκει τις. — [92, 1219, 297, 1329]
section-heading: ΒΛΑΒΗ ΤΟΥ ΜΕΓΑΡΟΥ ΤΟΥ ΑΡΣΑΚΕΙΟΥ — [337, 1309, 507, 1335]
ad-heading: ΕΛΔΟΣΕΙΣ ΠΡΗΤΣΟΥ — [126, 1367, 263, 1383]
subheading: (Ἰδιαίτερον τηλεγράφημα «Σκρίπ») — [1299, 276, 1512, 289]
